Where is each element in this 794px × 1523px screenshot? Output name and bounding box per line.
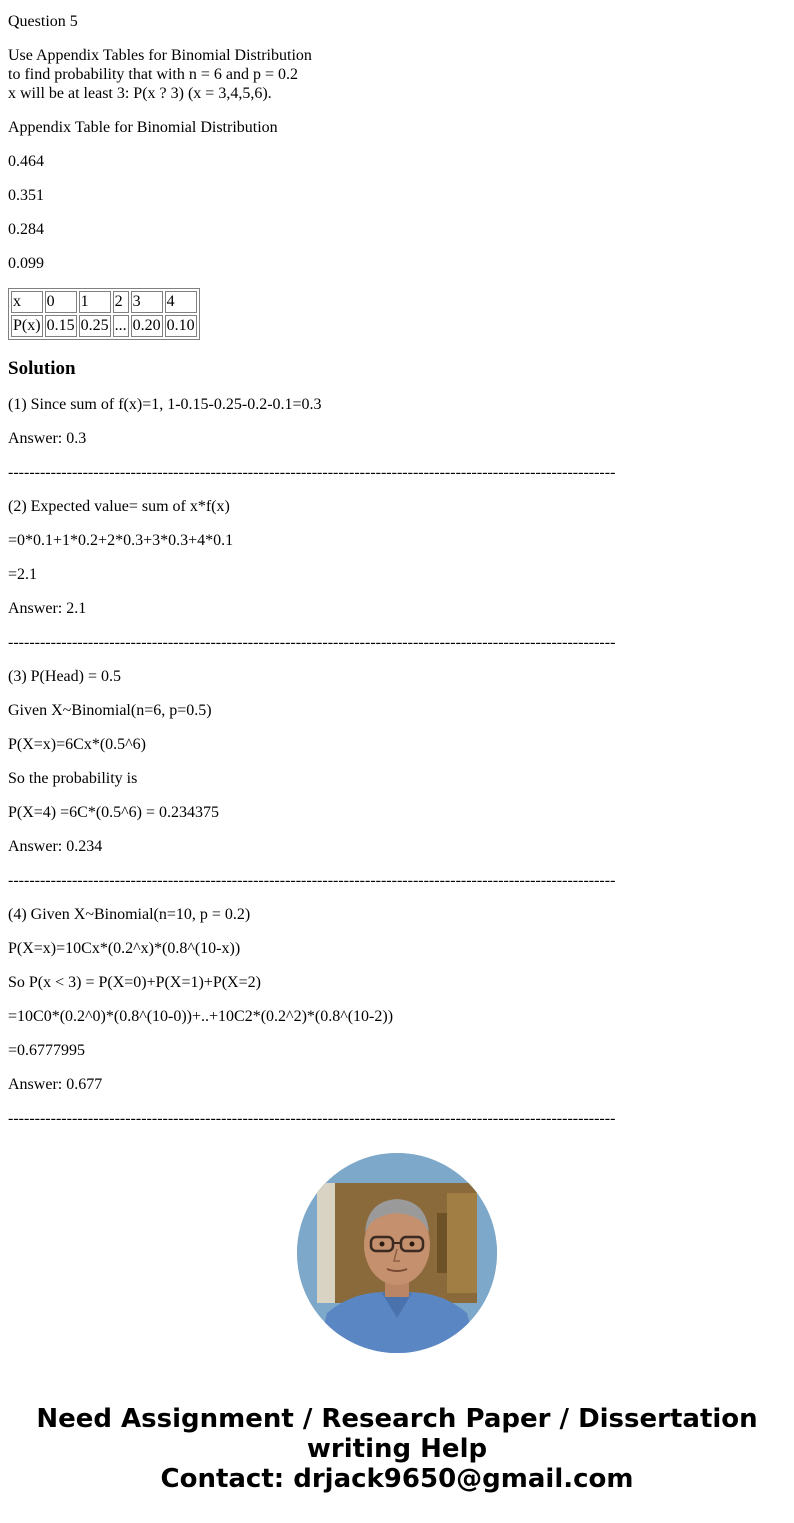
table-heading: Appendix Table for Binomial Distribution xyxy=(8,119,278,136)
table-cell: 4 xyxy=(165,291,197,313)
contact-banner xyxy=(0,1404,794,1494)
question-line-1: Use Appendix Tables for Binomial Distribution xyxy=(8,47,312,64)
table-row xyxy=(11,315,197,337)
solution-line: =0*0.1+1*0.2+2*0.3+3*0.3+4*0.1 xyxy=(8,532,234,549)
answer-option-1: 0.464 xyxy=(8,153,44,170)
table-cell: 0 xyxy=(45,291,77,313)
banner-line-1: Need Assignment / Research Paper / Dissertation xyxy=(36,1404,758,1434)
solution-line: (1) Since sum of f(x)=1, 1-0.15-0.25-0.2-0.1=0.3 xyxy=(8,396,322,413)
solution-line: Given X~Binomial(n=6, p=0.5) xyxy=(8,702,212,719)
table-cell: 2 xyxy=(113,291,129,313)
table-cell: x xyxy=(11,291,43,313)
avatar xyxy=(297,1153,497,1353)
solution-line: (3) P(Head) = 0.5 xyxy=(8,668,121,685)
table-cell: 1 xyxy=(79,291,111,313)
question-line-3: x will be at least 3: P(x ? 3) (x = 3,4,5,6). xyxy=(8,85,272,102)
solution-line: Answer: 0.3 xyxy=(8,430,87,447)
answer-option-4: 0.099 xyxy=(8,255,44,272)
table-cell: 0.25 xyxy=(79,315,111,337)
banner-line-2: writing Help xyxy=(306,1434,488,1464)
question-line-2: to find probability that with n = 6 and p = 0.2 xyxy=(8,66,299,83)
table-cell: ... xyxy=(113,315,129,337)
separator: ------------------------------------------------------------------------------------------------------------------ xyxy=(8,634,616,651)
solution-line: Answer: 0.677 xyxy=(8,1076,103,1093)
solution-heading: Solution xyxy=(8,358,76,379)
solution-line: Answer: 2.1 xyxy=(8,600,87,617)
answer-option-3: 0.284 xyxy=(8,221,44,238)
document-body xyxy=(8,12,786,1128)
avatar-portrait-icon xyxy=(297,1153,497,1353)
banner-contact-line[interactable]: Contact: drjack9650@gmail.com xyxy=(160,1464,634,1494)
table-cell: P(x) xyxy=(11,315,43,337)
question-title: Question 5 xyxy=(8,13,78,30)
table-cell: 0.15 xyxy=(45,315,77,337)
solution-line: P(X=4) =6C*(0.5^6) = 0.234375 xyxy=(8,804,220,821)
solution-line: =2.1 xyxy=(8,566,38,583)
solution-line: (4) Given X~Binomial(n=10, p = 0.2) xyxy=(8,906,251,923)
solution-line: =10C0*(0.2^0)*(0.8^(10-0))+..+10C2*(0.2^2)*(0.8^(10-2)) xyxy=(8,1008,394,1025)
table-row xyxy=(11,291,197,313)
separator: ------------------------------------------------------------------------------------------------------------------ xyxy=(8,1110,616,1127)
separator: ------------------------------------------------------------------------------------------------------------------ xyxy=(8,872,616,889)
solution-line: =0.6777995 xyxy=(8,1042,86,1059)
answer-option-2: 0.351 xyxy=(8,187,44,204)
table-cell: 3 xyxy=(131,291,163,313)
table-cell: 0.10 xyxy=(165,315,197,337)
table-cell: 0.20 xyxy=(131,315,163,337)
solution-line: Answer: 0.234 xyxy=(8,838,103,855)
solution-line: (2) Expected value= sum of x*f(x) xyxy=(8,498,230,515)
solution-line: P(X=x)=6Cx*(0.5^6) xyxy=(8,736,146,753)
probability-table xyxy=(8,288,200,340)
solution-line: So the probability is xyxy=(8,770,138,787)
solution-line: So P(x < 3) = P(X=0)+P(X=1)+P(X=2) xyxy=(8,974,261,991)
separator: ------------------------------------------------------------------------------------------------------------------ xyxy=(8,464,616,481)
solution-line: P(X=x)=10Cx*(0.2^x)*(0.8^(10-x)) xyxy=(8,940,241,957)
